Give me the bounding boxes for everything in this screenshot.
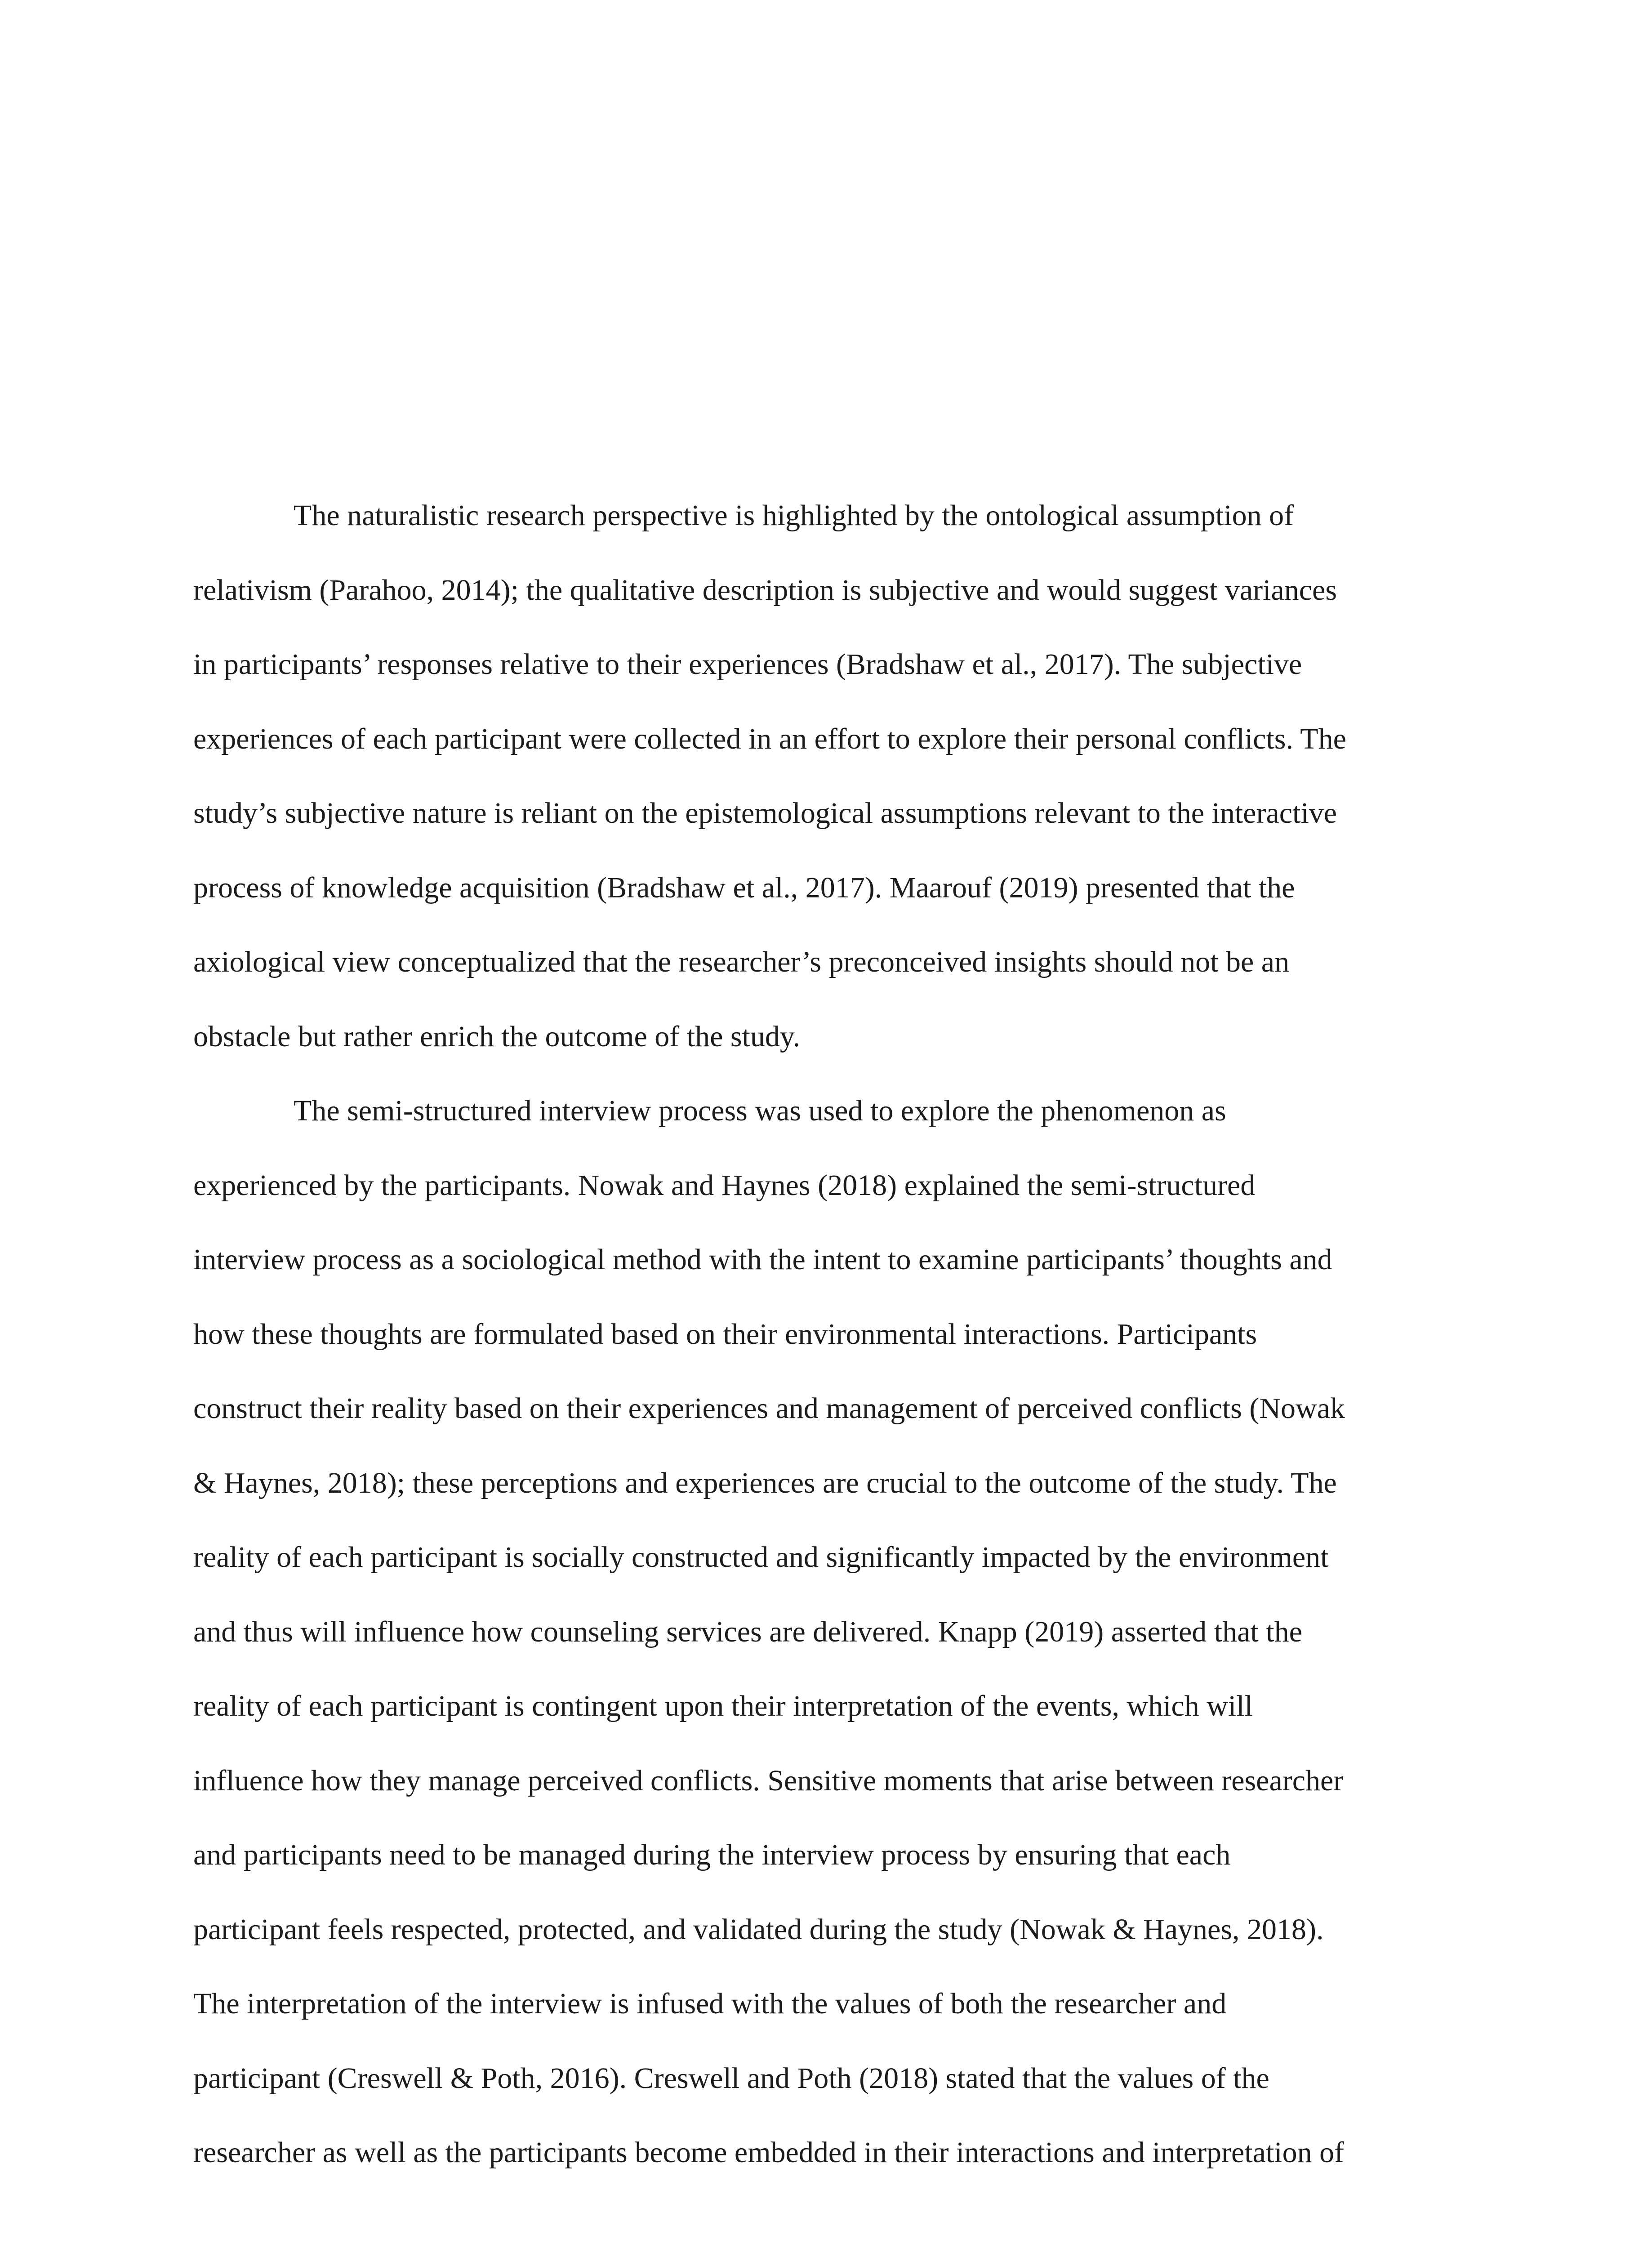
text-line: and participants need to be managed during the interview process by ensuring that each bbox=[193, 1838, 1231, 1871]
text-line: influence how they manage perceived conflicts. Sensitive moments that arise between researcher bbox=[193, 1764, 1344, 1797]
body-text bbox=[193, 478, 1452, 2190]
paragraph-2 bbox=[193, 1074, 1452, 2190]
text-line: interview process as a sociological method with the intent to examine participants’ thoughts and bbox=[193, 1243, 1332, 1276]
text-line: experienced by the participants. Nowak and Haynes (2018) explained the semi-structured bbox=[193, 1169, 1256, 1202]
text-line: reality of each participant is contingent upon their interpretation of the events, which will bbox=[193, 1690, 1253, 1722]
text-line: experiences of each participant were collected in an effort to explore their personal conflicts. The bbox=[193, 722, 1346, 755]
text-line: in participants’ responses relative to their experiences (Bradshaw et al., 2017). The subjective bbox=[193, 648, 1302, 681]
text-line: reality of each participant is socially constructed and significantly impacted by the environment bbox=[193, 1541, 1329, 1574]
text-line: participant (Creswell & Poth, 2016). Creswell and Poth (2018) stated that the values of the bbox=[193, 2061, 1269, 2095]
text-line: how these thoughts are formulated based on their environmental interactions. Participants bbox=[193, 1317, 1257, 1351]
text-line: relativism (Parahoo, 2014); the qualitative description is subjective and would suggest variances bbox=[193, 573, 1337, 607]
text-line: & Haynes, 2018); these perceptions and experiences are crucial to the outcome of the study. The bbox=[193, 1466, 1337, 1499]
text-line: and thus will influence how counseling services are delivered. Knapp (2019) asserted that the bbox=[193, 1615, 1302, 1648]
text-line: process of knowledge acquisition (Bradshaw et al., 2017). Maarouf (2019) presented that the bbox=[193, 871, 1295, 904]
text-line: researcher as well as the participants become embedded in their interactions and interpretation of bbox=[193, 2136, 1345, 2169]
text-line: obstacle but rather enrich the outcome of the study. bbox=[193, 1020, 801, 1053]
text-line: construct their reality based on their experiences and management of perceived conflicts (Nowak bbox=[193, 1392, 1345, 1425]
text-line: The naturalistic research perspective is highlighted by the ontological assumption of bbox=[294, 499, 1294, 532]
text-line: participant feels respected, protected, and validated during the study (Nowak & Haynes, 2018). bbox=[193, 1913, 1324, 1946]
paragraph-1 bbox=[193, 478, 1452, 1074]
text-line: axiological view conceptualized that the researcher’s preconceived insights should not be an bbox=[193, 946, 1290, 978]
text-line: The semi-structured interview process was used to explore the phenomenon as bbox=[294, 1094, 1226, 1127]
text-line: The interpretation of the interview is infused with the values of both the researcher and bbox=[193, 1987, 1227, 2020]
text-line: study’s subjective nature is reliant on the epistemological assumptions relevant to the interactive bbox=[193, 797, 1337, 830]
